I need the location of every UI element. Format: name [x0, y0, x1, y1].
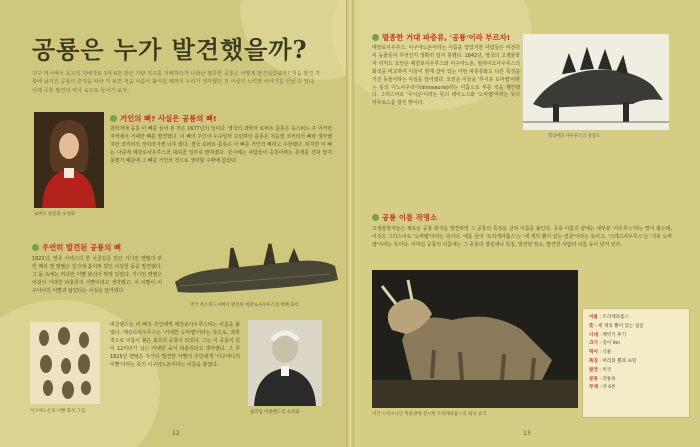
fact-value: 각룡류	[602, 376, 616, 382]
fact-value: 백악기 후기	[602, 332, 627, 338]
skeleton-caption: 미국 스미소니언 박물관에 전시된 트리케라톱스의 화석 골격	[372, 412, 487, 417]
fact-value: 미국	[602, 367, 612, 373]
hylaeosaurus-engraving	[523, 34, 669, 130]
fact-value: 길이 9m	[602, 341, 621, 347]
section-body-megalosaurus: 버클랜드는 이 뼈의 주인에게 메갈로사우루스라는 이름을 붙였다. 메갈로사우루스는 '거대한 도마뱀'이라는 뜻으로, 과학적으로 이름이 붙은 최초의 공룡이 되었다. 그는 이 공룡이 길이 12미터가 넘는 거대한 육식 파충류라고 생각했다. 그 후 1825년 맨텔은 자신이 발견한 이빨의 주인에게 '이구아나의 이빨'이라는 뜻의 이구아노돈이라는 이름을 붙였다.	[110, 322, 240, 368]
fact-key: 이름	[589, 315, 598, 320]
section-bullet-icon	[32, 244, 39, 251]
section-body-naming-office: 고생물학자들은 새로운 공룡 화석을 발견하면 그 공룡의 특징을 살려 이름을 붙인다. 공룡 이름의 끝에는 대부분 '사우루스'라는 말이 붙는데, 이것은 그리스어로 '도마뱀'이라는 뜻이다. 예를 들어 '트리케라톱스'는 '세 개의 뿔이 있는 얼굴'이라는 뜻이고, '스테고사우루스'는 '지붕 도마뱀'이라는 뜻이다. 이처럼 공룡의 이름에는 그 공룡의 생김새나 특징, 발견된 장소, 발견한 사람의 이름 등이 담겨 있다.	[372, 226, 672, 248]
plot-caption: 로버트 플롯과 초상화	[34, 212, 75, 217]
fact-key: 특징	[589, 358, 598, 364]
fact-row: 무게 : 약 6톤	[589, 385, 616, 391]
fact-key: 크기	[589, 341, 598, 347]
section-heading-naming-office	[372, 212, 437, 223]
fact-row: 이름 : 트리케라톱스	[589, 315, 629, 320]
book-gutter	[346, 0, 354, 447]
megalosaurus-jaw-image	[170, 240, 340, 300]
fact-row: 먹이 : 식물	[589, 350, 612, 356]
fact-key: 무게	[589, 385, 598, 391]
section-body-name-dinosaur-1: 메갈로사우루스, 이구아노돈이라는 이름을 얻었지만 사람들은 여전히 이 동물들이 무엇인지 정확히 알지 못했다. 1842년, 영국의 고생물학자 리처드 오언은 메갈로사우루스와 이구아노돈, 힐라이오사우루스의 화석을 비교하여 이들이 현재 살아 있는 어떤 파충류와도 다른 특징을 가진 동물이라는 사실을 알아냈다. 오언은 이들을 '무서운 도마뱀'이라는 뜻의 디노사우리아(dinosauria)라는 이름으로 부를 것을 제안했다. 그리스어로 '무서운'이라는 뜻의 데이노스와 '도마뱀'이라는 뜻의 사우로스를 합친 말이다.	[372, 45, 520, 107]
iguanodon-teeth-image	[30, 322, 100, 404]
fact-row: 시대 : 백악기 후기	[589, 332, 627, 338]
fact-value: 트리케라톱스	[602, 315, 629, 320]
section-body-accidental-bone: 1822년, 영국 서섹스의 한 시골길을 걷던 기디언 맨텔의 부인 메리 앤 맨텔은 길가에 흩어져 있던 이상한 돌을 발견했다. 그 돌 속에는 커다란 이빨 화석이 박혀 있었다. 기디언 맨텔은 이것이 거대한 파충류의 이빨이라고 생각했고, 이 이빨이 이구아나의 이빨과 닮았다는 사실을 알아냈다.	[32, 256, 162, 294]
section-heading-text: 거인의 뼈? 사실은 공룡의 뼈!	[120, 114, 217, 123]
section-bullet-icon	[110, 115, 117, 122]
section-heading-accidental-bone	[32, 242, 121, 253]
fact-row: 크기 : 길이 9m	[589, 341, 621, 347]
section-heading-text: 멸종한 거대 파충류, '공룡'이라 부르자!	[382, 33, 511, 42]
buckland-caption: 윌리엄 버클랜드의 초상화	[250, 410, 300, 415]
intro-text: 지구 역사에서 초고의 지배자로 1억 6천 만년 가량 지구를 지배하다가 나타난 멸종한 공룡은 어떻게 발견되었을까? 처음 발견 기록에 남겨진 공룡의 흔적을 따라 가 보면 처음 이름이 붙여질 때까지 우리가 생각했던 것 이상의 노력과 이야기를 만날 수 있다. 이제 공룡 발견의 역사 속으로 들어가 보자.	[32, 71, 320, 94]
fact-row: 뜻 : 세 개의 뿔이 있는 얼굴	[589, 323, 644, 329]
fact-row: 분류 : 각룡류	[589, 376, 616, 382]
fact-value: 머리의 뿔과 프릴	[602, 358, 637, 364]
section-bullet-icon	[372, 34, 379, 41]
section-bullet-icon	[372, 214, 379, 221]
fact-row: 특징 : 머리의 뿔과 프릴	[589, 358, 637, 364]
section-heading-giant-bone	[110, 113, 216, 124]
page-number-right: 13	[523, 430, 531, 437]
engraving-caption: 힐라에오사우루스의 상상도	[548, 134, 601, 139]
fact-key: 분류	[589, 376, 598, 382]
page-number-left: 12	[172, 430, 180, 437]
fact-row: 발견 : 미국	[589, 367, 612, 373]
fact-key: 먹이	[589, 350, 598, 356]
section-heading-text: 우연히 발견된 공룡의 뼈	[42, 243, 122, 252]
fact-card	[582, 308, 690, 418]
robert-plot-portrait	[34, 112, 104, 208]
teeth-caption: 이구아노돈의 이빨 화석 그림	[30, 409, 86, 414]
fact-key: 발견	[589, 367, 598, 373]
section-heading-text: 공룡 이름 작명소	[382, 213, 438, 222]
fact-value: 세 개의 뿔이 있는 얼굴	[597, 323, 644, 329]
fact-value: 약 6톤	[602, 385, 616, 391]
fact-value: 식물	[602, 350, 612, 356]
section-body-giant-bone: 과학자에 공룡 이 뼈를 들어 본 것은 1677년의 일이다. 영국의 과학자 로버트 플롯은 옥스퍼드 주 어거먼 지역에서 거대한 뼈를 발견했다. 이 뼈의 주인이 누구일까 고민하던 플롯은 처음엔 코끼리의 뼈라 생각했지만 코끼리의 것이라기엔 너무 컸다. 결국 로버트 플롯은 이 뼈를 거인의 뼈라고 주장했다. 하지만 이 뼈는 나중에 메갈로사우루스의 대퇴골 일부로 밝혀졌다. 당시에는 사람들이 공룡이라는 존재를 전혀 알지 못했기 때문에 그 뼈를 거인의 것으로 생각할 수밖에 없었다.	[110, 126, 332, 164]
jaw-caption: 영국 옥스퍼드셔에서 발견된 메갈로사우루스의 턱뼈 화석	[190, 303, 299, 308]
section-heading-name-dinosaur	[372, 32, 510, 43]
page-title: 공룡은 누가 발견했을까?	[32, 35, 308, 64]
triceratops-skeleton-photo	[372, 270, 578, 408]
fact-key: 시대	[589, 332, 598, 338]
william-buckland-portrait	[248, 320, 322, 406]
fact-key: 뜻	[589, 323, 594, 329]
